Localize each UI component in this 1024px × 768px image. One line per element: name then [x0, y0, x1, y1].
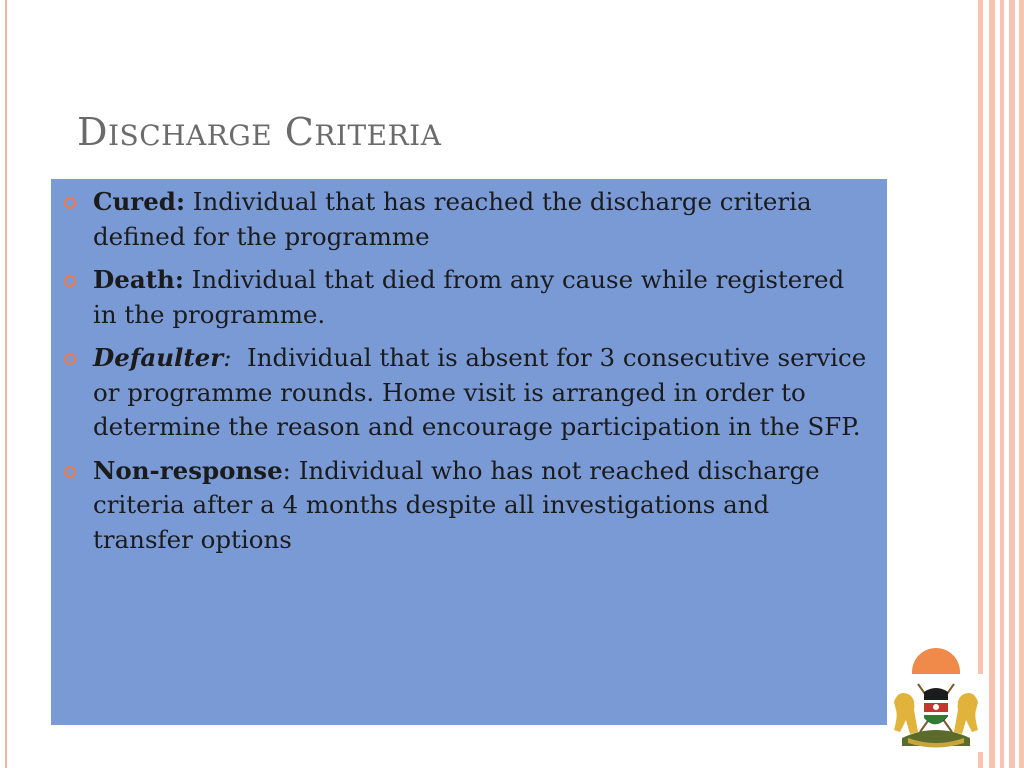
right-accent-stripe — [1019, 0, 1024, 768]
term-description: Individual that is absent for 3 consecutive service or programme rounds. Home visit is arranged in order to determine the reason and encourage participation in the SFP. — [93, 343, 875, 441]
bullet-circle-icon — [64, 353, 76, 365]
criteria-list — [51, 185, 875, 566]
title-initial-d: D — [77, 110, 108, 154]
bullet-circle-icon — [64, 275, 76, 287]
bullet-circle-icon — [64, 197, 76, 209]
term-label: Defaulter — [93, 343, 224, 372]
slide-title — [77, 110, 441, 154]
kenya-coat-of-arms-logo — [888, 640, 984, 752]
list-item-non-response — [51, 454, 871, 558]
title-word-criteria-rest: RITERIA — [314, 119, 442, 152]
right-accent-stripe — [1000, 0, 1004, 768]
list-item-death — [51, 263, 871, 332]
title-initial-c: C — [284, 110, 315, 154]
right-accent-stripe — [1009, 0, 1015, 768]
term-label: Cured: — [93, 187, 185, 216]
list-item-defaulter — [51, 341, 875, 445]
left-border-rule — [5, 0, 7, 768]
right-accent-stripe — [989, 0, 995, 768]
list-item-cured — [51, 185, 871, 254]
bullet-circle-icon — [64, 466, 76, 478]
term-label: Non-response — [93, 455, 283, 485]
term-label: Death: — [93, 265, 184, 294]
term-description: Individual that has reached the discharge criteria defined for the programme — [93, 187, 812, 251]
term-colon: : — [223, 343, 232, 372]
title-word-discharge-rest: ISCHARGE — [107, 119, 273, 152]
term-description: Individual that died from any cause while registered in the programme. — [93, 265, 845, 329]
term-description: : Individual who has not reached discharge criteria after a 4 months despite all investigations and transfer options — [93, 455, 820, 554]
